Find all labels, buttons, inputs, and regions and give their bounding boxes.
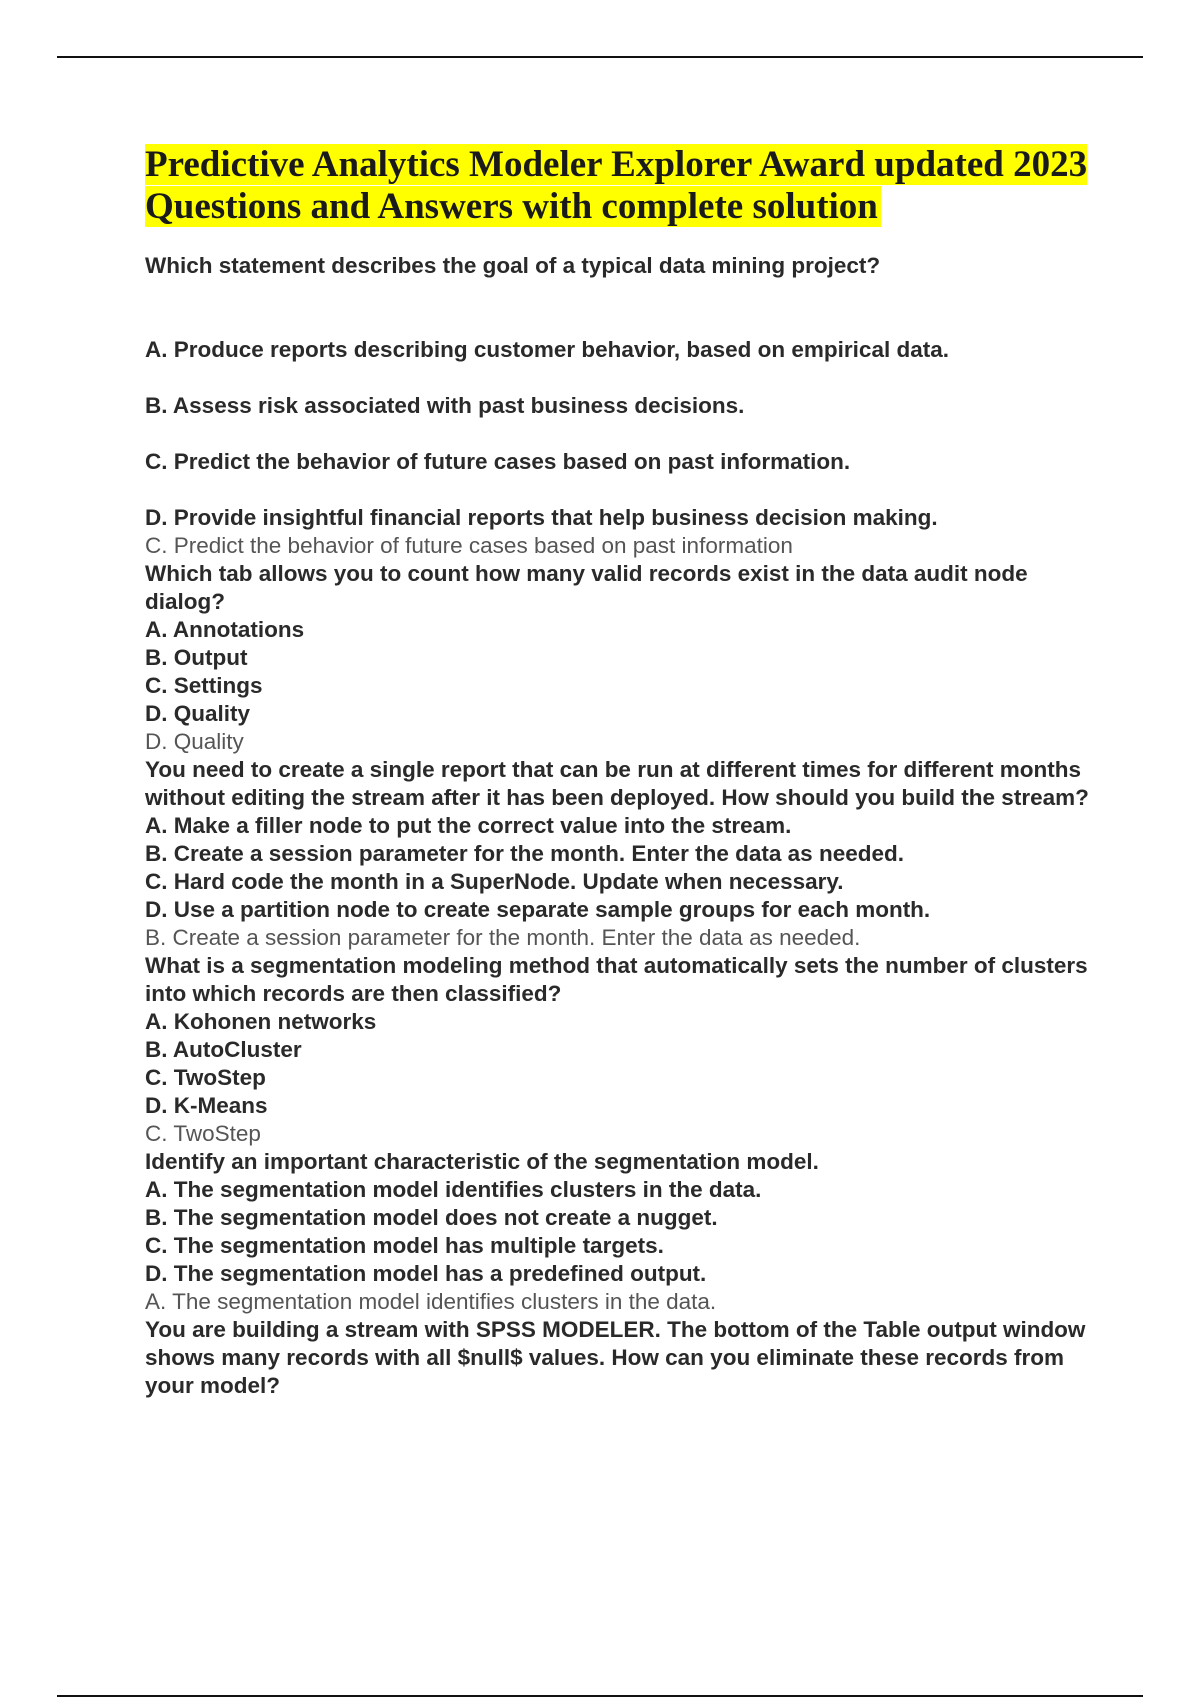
question-block	[145, 560, 1105, 756]
answer-option: C. TwoStep	[145, 1065, 266, 1090]
correct-answer: B. Create a session parameter for the month. Enter the data as needed.	[145, 925, 861, 950]
answer-option: B. AutoCluster	[145, 1037, 302, 1062]
document-title	[145, 144, 1105, 228]
document-body	[145, 144, 1105, 1400]
footer-rule	[57, 1695, 1143, 1697]
question-block	[145, 756, 1105, 952]
question-text: Identify an important characteristic of the segmentation model.	[145, 1149, 819, 1174]
answer-option: B. The segmentation model does not create a nugget.	[145, 1205, 718, 1230]
answer-option: A. Annotations	[145, 617, 305, 642]
answer-option: C. The segmentation model has multiple targets.	[145, 1233, 664, 1258]
title-highlight: Predictive Analytics Modeler Explorer Award updated 2023 Questions and Answers with complete solution	[145, 144, 1088, 227]
question-block	[145, 1148, 1105, 1316]
answer-option: D. Use a partition node to create separate sample groups for each month.	[145, 897, 931, 922]
answer-option: C. Hard code the month in a SuperNode. Update when necessary.	[145, 869, 844, 894]
answer-option: D. Quality	[145, 701, 251, 726]
correct-answer: D. Quality	[145, 729, 244, 754]
question-text: You need to create a single report that can be run at different times for different months without editing the stream after it has been deployed. How should you build the stream?	[145, 757, 1089, 810]
answer-option: A. Kohonen networks	[145, 1009, 377, 1034]
answer-option: C. Settings	[145, 673, 263, 698]
question-block	[145, 952, 1105, 1148]
answer-option: A. Make a filler node to put the correct value into the stream.	[145, 813, 792, 838]
answer-option: B. Assess risk associated with past business decisions.	[145, 393, 745, 418]
header-rule	[57, 56, 1143, 58]
answer-option: D. K-Means	[145, 1093, 268, 1118]
question-block	[145, 1316, 1105, 1400]
question-text: Which tab allows you to count how many valid records exist in the data audit node dialog?	[145, 561, 1028, 614]
answer-option: C. Predict the behavior of future cases based on past information.	[145, 449, 851, 474]
question-block	[145, 252, 1105, 560]
correct-answer: C. Predict the behavior of future cases based on past information	[145, 533, 793, 558]
correct-answer: A. The segmentation model identifies clusters in the data.	[145, 1289, 717, 1314]
question-text: Which statement describes the goal of a typical data mining project?	[145, 253, 881, 278]
answer-option: A. The segmentation model identifies clusters in the data.	[145, 1177, 762, 1202]
answer-option: D. The segmentation model has a predefined output.	[145, 1261, 707, 1286]
answer-option: D. Provide insightful financial reports that help business decision making.	[145, 505, 938, 530]
answer-option: B. Create a session parameter for the month. Enter the data as needed.	[145, 841, 904, 866]
answer-option: B. Output	[145, 645, 248, 670]
question-text: What is a segmentation modeling method that automatically sets the number of clusters into which records are then classified?	[145, 953, 1088, 1006]
question-text: You are building a stream with SPSS MODELER. The bottom of the Table output window shows many records with all $null$ values. How can you eliminate these records from your model?	[145, 1317, 1086, 1398]
correct-answer: C. TwoStep	[145, 1121, 261, 1146]
answer-option: A. Produce reports describing customer behavior, based on empirical data.	[145, 337, 949, 362]
